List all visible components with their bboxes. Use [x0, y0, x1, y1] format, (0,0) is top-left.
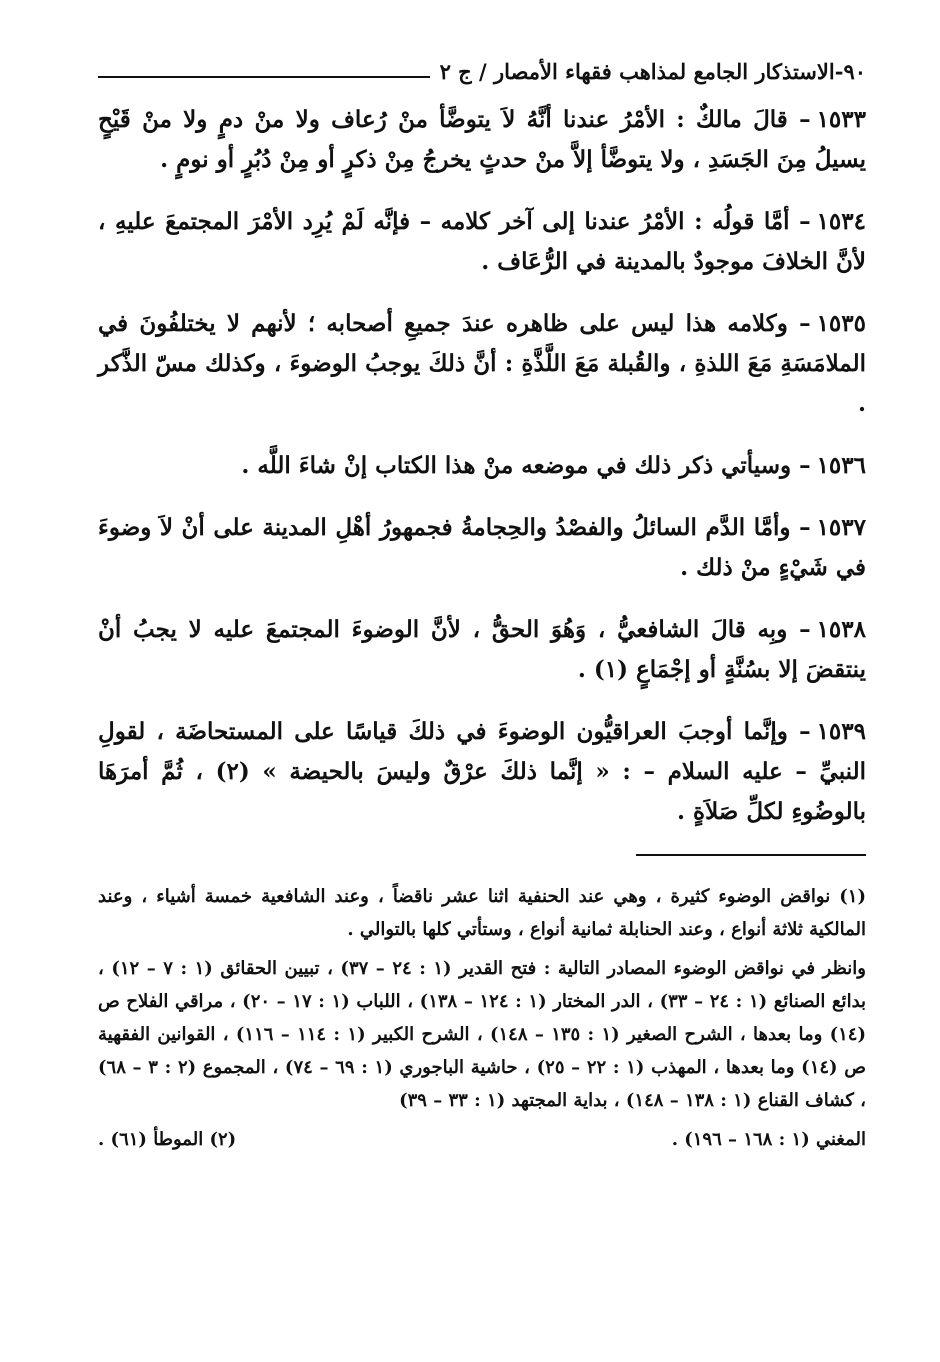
running-title: ٩٠-الاستذكار الجامع لمذاهب فقهاء الأمصار / ج ٢	[439, 59, 866, 84]
paragraph-text: – قالَ مالكٌ : الأمْرُ عندنا أنَّهُ لاَ يتوضَّأ منْ رُعاف ولا منْ دمٍ ولا منْ قَيْحٍ يسيلُ مِنَ الجَسَدِ ، ولا يتوضَّأ إلاَّ منْ حدثٍ يخرجُ مِنْ ذكرٍ أو مِنْ دُبُرٍ أو نومٍ .	[98, 106, 866, 173]
footnote-1-sources: وانظر في نواقض الوضوء المصادر التالية : فتح القدير (١ : ٢٤ – ٣٧) ، تبيين الحقائق (١ : ٧ – ١٢) ، بدائع الصنائع (١ : ٢٤ – ٣٣) ، الدر المختار (١ : ١٢٤ – ١٣٨) ، اللباب (١ : ١٧ – ٢٠) ، مراقي الفلاح ص (١٤) وما بعدها ، الشرح الصغير (١ : ١٣٥ – ١٤٨) ، الشرح الكبير (١ : ١١٤ – ١١٦) ، القوانين الفقهية ص (١٤) وما بعدها ، المهذب (١ : ٢٢ – ٢٥) ، حاشية الباجوري (١ : ٦٩ – ٧٤) ، المجموع (٢ : ٣ – ٦٨) ، كشاف القناع (١ : ١٣٨ – ١٤٨) ، بداية المجتهد (١ : ٣٣ – ٣٩)	[98, 958, 867, 1111]
paragraph-text: – وسيأتي ذكر ذلك في موضعه منْ هذا الكتاب إنْ شاءَ اللَّه .	[241, 452, 811, 479]
footnote-separator	[636, 854, 866, 856]
paragraph-text: – وأمَّا الدَّم السائلُ والفصْدُ والحِجامةُ فجمهورُ أهْلِ المدينة على أنْ لاَ وضوءَ في شَيْءٍ منْ ذلك .	[98, 514, 866, 581]
paragraph-number: ١٥٣٥	[816, 310, 866, 337]
paragraph	[98, 508, 866, 588]
paragraph	[98, 202, 866, 282]
footnote-1: (١) نواقض الوضوء كثيرة ، وهي عند الحنفية اثنا عشر ناقضاً ، وعند الشافعية خمسة أشياء ، وعند المالكية ثلاثة أنواع ، وعند الحنابلة ثمانية أنواع ، وستأتي كلها بالتوالي .	[98, 886, 866, 940]
paragraph-number: ١٥٣٧	[816, 514, 866, 541]
footnote-2: (٢) الموطأ (٦١) .	[98, 1129, 237, 1150]
book-page	[98, 38, 866, 1338]
paragraph-number: ١٥٣٦	[816, 452, 866, 479]
header-rule	[98, 76, 430, 78]
main-text	[98, 100, 866, 832]
paragraph-text: – أمَّا قولُه : الأمْرُ عندنا إلى آخر كلامه – فإنَّه لَمْ يُرِد الأمْرَ المجتمعَ عليهِ ، لأنَّ الخلافَ موجودٌ بالمدينة في الرُّعَاف .	[98, 208, 866, 275]
page-header	[98, 38, 866, 84]
footnote-last-line	[98, 1123, 866, 1156]
paragraph	[98, 304, 866, 424]
paragraph	[98, 610, 866, 690]
paragraph-number: ١٥٣٨	[816, 616, 866, 643]
paragraph-text: – وإنَّما أوجبَ العراقيُّون الوضوءَ في ذلكَ قياسًا على المستحاضَة ، لقولِ النبيِّ – عليه السلام – : « إنَّما ذلكَ عرْقٌ وليسَ بالحيضة » (٢) ، ثُمَّ أمرَهَا بالوضُوءِ لكلِّ صَلاَةٍ .	[98, 718, 866, 825]
footnotes	[98, 880, 866, 1156]
paragraph	[98, 446, 866, 486]
footnote-1-end: المغني (١ : ١٦٨ – ١٩٦) .	[671, 1129, 866, 1150]
paragraph	[98, 712, 866, 832]
paragraph-number: ١٥٣٩	[816, 718, 866, 745]
paragraph-number: ١٥٣٣	[816, 106, 866, 133]
paragraph	[98, 100, 866, 180]
paragraph-text: – وبِه قالَ الشافعيُّ ، وَهُوَ الحقُّ ، لأنَّ الوضوءَ المجتمعَ عليه لا يجبُ أنْ ينتقضَ إلا بسُنَّةٍ أو إجْمَاعٍ (١) .	[98, 616, 866, 683]
paragraph-text: – وكلامه هذا ليس على ظاهره عندَ جميعِ أصحابه ؛ لأنهم لا يختلفُونَ في الملامَسَةِ مَعَ اللذةِ ، والقُبلة مَعَ اللَّذَّةِ : أنَّ ذلكَ يوجبُ الوضوءَ ، وكذلك مسّ الذَّكر .	[98, 310, 866, 417]
paragraph-number: ١٥٣٤	[816, 208, 866, 235]
